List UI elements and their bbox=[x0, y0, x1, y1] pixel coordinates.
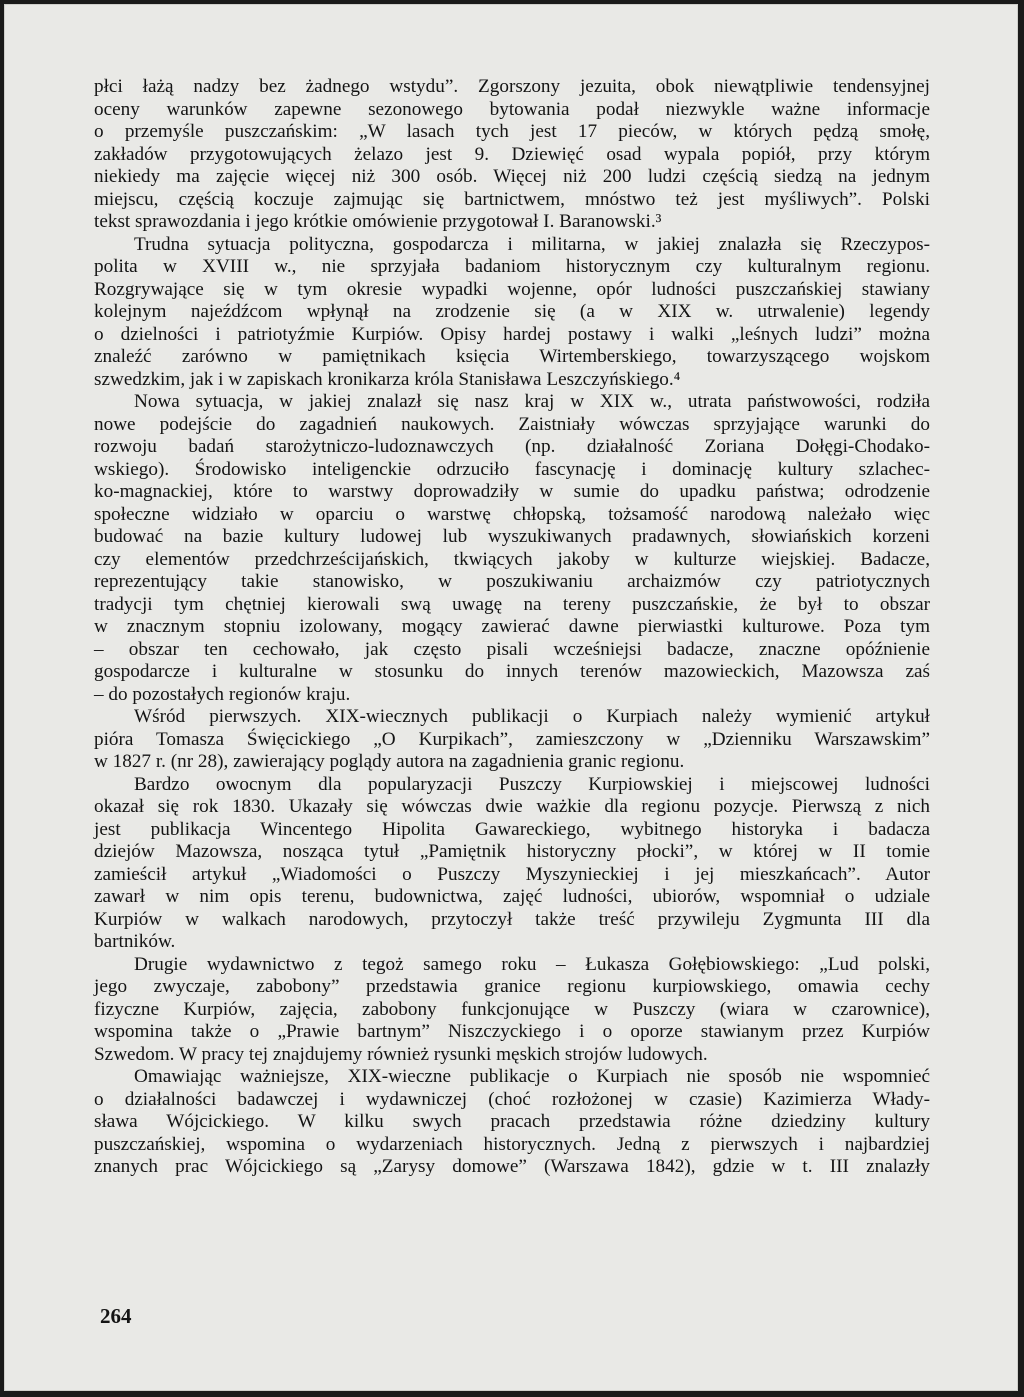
text-line: tradycji tym chętniej kierowali swą uwagę na tereny puszczańskie, że był to obszar bbox=[94, 593, 930, 615]
text-line: jego zwyczaje, zabobony” przedstawia granice regionu kurpiowskiego, omawia cechy bbox=[94, 976, 930, 997]
text-line: niekiedy ma zajęcie więcej niż 300 osób. Więcej niż 200 ludzi częścią siedzą na jednym bbox=[94, 166, 930, 187]
text-line: – do pozostałych regionów kraju. bbox=[94, 683, 351, 705]
text-line: wspomina także o „Prawie bartnym” Niszczyckiego i o oporze stawianym przez Kurpiów bbox=[94, 1021, 930, 1042]
text-line: kolejnym najeźdźcom wpłynął na zrodzenie się (a w XIX w. utrwalenie) legendy bbox=[94, 301, 930, 322]
text-line: o działalności badawczej i wydawniczej (choć rozłożonej w czasie) Kazimierza Włady- bbox=[94, 1088, 930, 1110]
text-line: Nowa sytuacja, w jakiej znalazł się nasz kraj w XIX w., utrata państwowości, rodziła bbox=[134, 391, 930, 412]
book-page bbox=[4, 4, 1018, 1391]
text-line: reprezentujący takie stanowisko, w poszukiwaniu archaizmów czy patriotycznych bbox=[94, 571, 930, 592]
text-line: Wśród pierwszych. XIX-wiecznych publikacji o Kurpiach należy wymienić artykuł bbox=[134, 706, 930, 727]
page-number: 264 bbox=[100, 1304, 132, 1328]
text-line: miejscu, częścią koczuje zajmując się bartnictwem, mnóstwo też jest myśliwych”. Polski bbox=[94, 188, 930, 210]
text-line: Bardzo owocnym dla popularyzacji Puszczy Kurpiowskiej i miejscowej ludności bbox=[134, 773, 930, 795]
text-line: Trudna sytuacja polityczna, gospodarcza i militarna, w jakiej znalazła się Rzeczypos- bbox=[134, 233, 930, 255]
text-line: bartników. bbox=[94, 931, 176, 952]
text-line: budować na bazie kultury ludowej lub wyszukiwanych pradawnych, słowiańskich korzeni bbox=[94, 526, 930, 547]
text-line: rozwoju badań starożytniczo-ludoznawczych (np. działalność Zoriana Dołęgi-Chodako- bbox=[94, 436, 930, 457]
text-line: fizyczne Kurpiów, zajęcia, zabobony funkcjonujące w Puszczy (wiara w czarownice), bbox=[94, 998, 930, 1020]
text-line: okazał się rok 1830. Ukazały się wówczas dwie ważkie dla regionu pozycje. Pierwszą z nich bbox=[94, 796, 930, 817]
text-line: wskiego). Środowisko inteligenckie odrzuciło fascynację i dominację kultury szlachec- bbox=[94, 458, 930, 480]
text-line: – obszar ten cechowało, jak często pisali wcześniejsi badacze, znaczne opóźnienie bbox=[94, 638, 930, 660]
text-line: jest publikacja Wincentego Hipolita Gawareckiego, wybitnego historyka i badacza bbox=[94, 818, 930, 840]
text-line: płci łażą nadzy bez żadnego wstydu”. Zgorszony jezuita, obok niewątpliwie tendensyjnej bbox=[94, 76, 930, 97]
text-line: Kurpiów w walkach narodowych, przytoczył także treść przywileju Zygmunta III dla bbox=[94, 908, 930, 930]
body-text bbox=[94, 76, 930, 1179]
text-line: puszczańskiej, wspomina o wydarzeniach historycznych. Jedną z pierwszych i najbardziej bbox=[94, 1133, 930, 1155]
text-line: o przemyśle puszczańskim: „W lasach tych jest 17 pieców, w których pędzą smołę, bbox=[94, 121, 930, 142]
text-line: gospodarcze i kulturalne w stosunku do innych terenów mazowieckich, Mazowsza zaś bbox=[94, 661, 930, 682]
text-line: zawarł w nim opis terenu, budownictwa, zajęć ludności, ubiorów, wspomniał o udziale bbox=[94, 886, 930, 907]
text-line: znaleźć zarówno w pamiętnikach księcia Wirtemberskiego, towarzyszącego wojskom bbox=[94, 346, 930, 367]
text-line: w 1827 r. (nr 28), zawierający poglądy autora na zagadnienia granic regionu. bbox=[94, 751, 685, 772]
text-line: nowe podejście do zagadnień naukowych. Zaistniały wówczas sprzyjające warunki do bbox=[94, 413, 930, 435]
text-line: Drugie wydawnictwo z tegoż samego roku – Łukasza Gołębiowskiego: „Lud polski, bbox=[134, 953, 930, 975]
text-line: sława Wójcickiego. W kilku swych pracach przedstawia różne dziedziny kultury bbox=[94, 1111, 930, 1132]
text-line: zamieścił artykuł „Wiadomości o Puszczy Myszynieckiej i jej mieszkańcach”. Autor bbox=[94, 863, 930, 885]
text-line: w znacznym stopniu izolowany, mogący zawierać dawne pierwiastki kulturowe. Poza tym bbox=[94, 616, 930, 637]
text-line: zakładów przygotowujących żelazo jest 9. Dziewięć osad wypala popiół, przy którym bbox=[94, 143, 930, 165]
text-line: Rozgrywające się w tym okresie wypadki wojenne, opór ludności puszczańskiej stawiany bbox=[94, 278, 930, 300]
text-line: znanych prac Wójcickiego są „Zarysy domowe” (Warszawa 1842), gdzie w t. III znalazły bbox=[94, 1156, 930, 1177]
text-line: tekst sprawozdania i jego krótkie omówienie przygotował I. Baranowski.³ bbox=[94, 211, 662, 232]
text-line: ko-magnackiej, które to warstwy doprowadziły w sumie do upadku państwa; odrodzenie bbox=[94, 481, 930, 502]
text-line: pióra Tomasza Święcickiego „O Kurpikach”, zamieszczony w „Dzienniku Warszawskim” bbox=[94, 728, 930, 750]
text-line: o dzielności i patriotyźmie Kurpiów. Opisy hardej postawy i walki „leśnych ludzi” można bbox=[94, 323, 930, 345]
text-line: społeczne widziało w oparciu o warstwę chłopską, tożsamość narodową należało więc bbox=[94, 503, 930, 525]
text-line: oceny warunków zapewne sezonowego bytowania podał niezwykle ważne informacje bbox=[94, 98, 930, 120]
text-line: Omawiając ważniejsze, XIX-wieczne publikacje o Kurpiach nie sposób nie wspomnieć bbox=[134, 1066, 930, 1087]
text-line: Szwedom. W pracy tej znajdujemy również rysunki męskich strojów ludowych. bbox=[94, 1043, 708, 1065]
text-line: szwedzkim, jak i w zapiskach kronikarza króla Stanisława Leszczyńskiego.⁴ bbox=[94, 368, 681, 390]
text-line: polita w XVIII w., nie sprzyjała badaniom historycznym czy kulturalnym regionu. bbox=[94, 256, 930, 277]
text-line: czy elementów przedchrześcijańskich, tkwiących jakoby w kulturze wiejskiej. Badacze, bbox=[94, 548, 930, 570]
text-line: dziejów Mazowsza, nosząca tytuł „Pamiętnik historyczny płocki”, w której w II tomie bbox=[94, 841, 930, 862]
